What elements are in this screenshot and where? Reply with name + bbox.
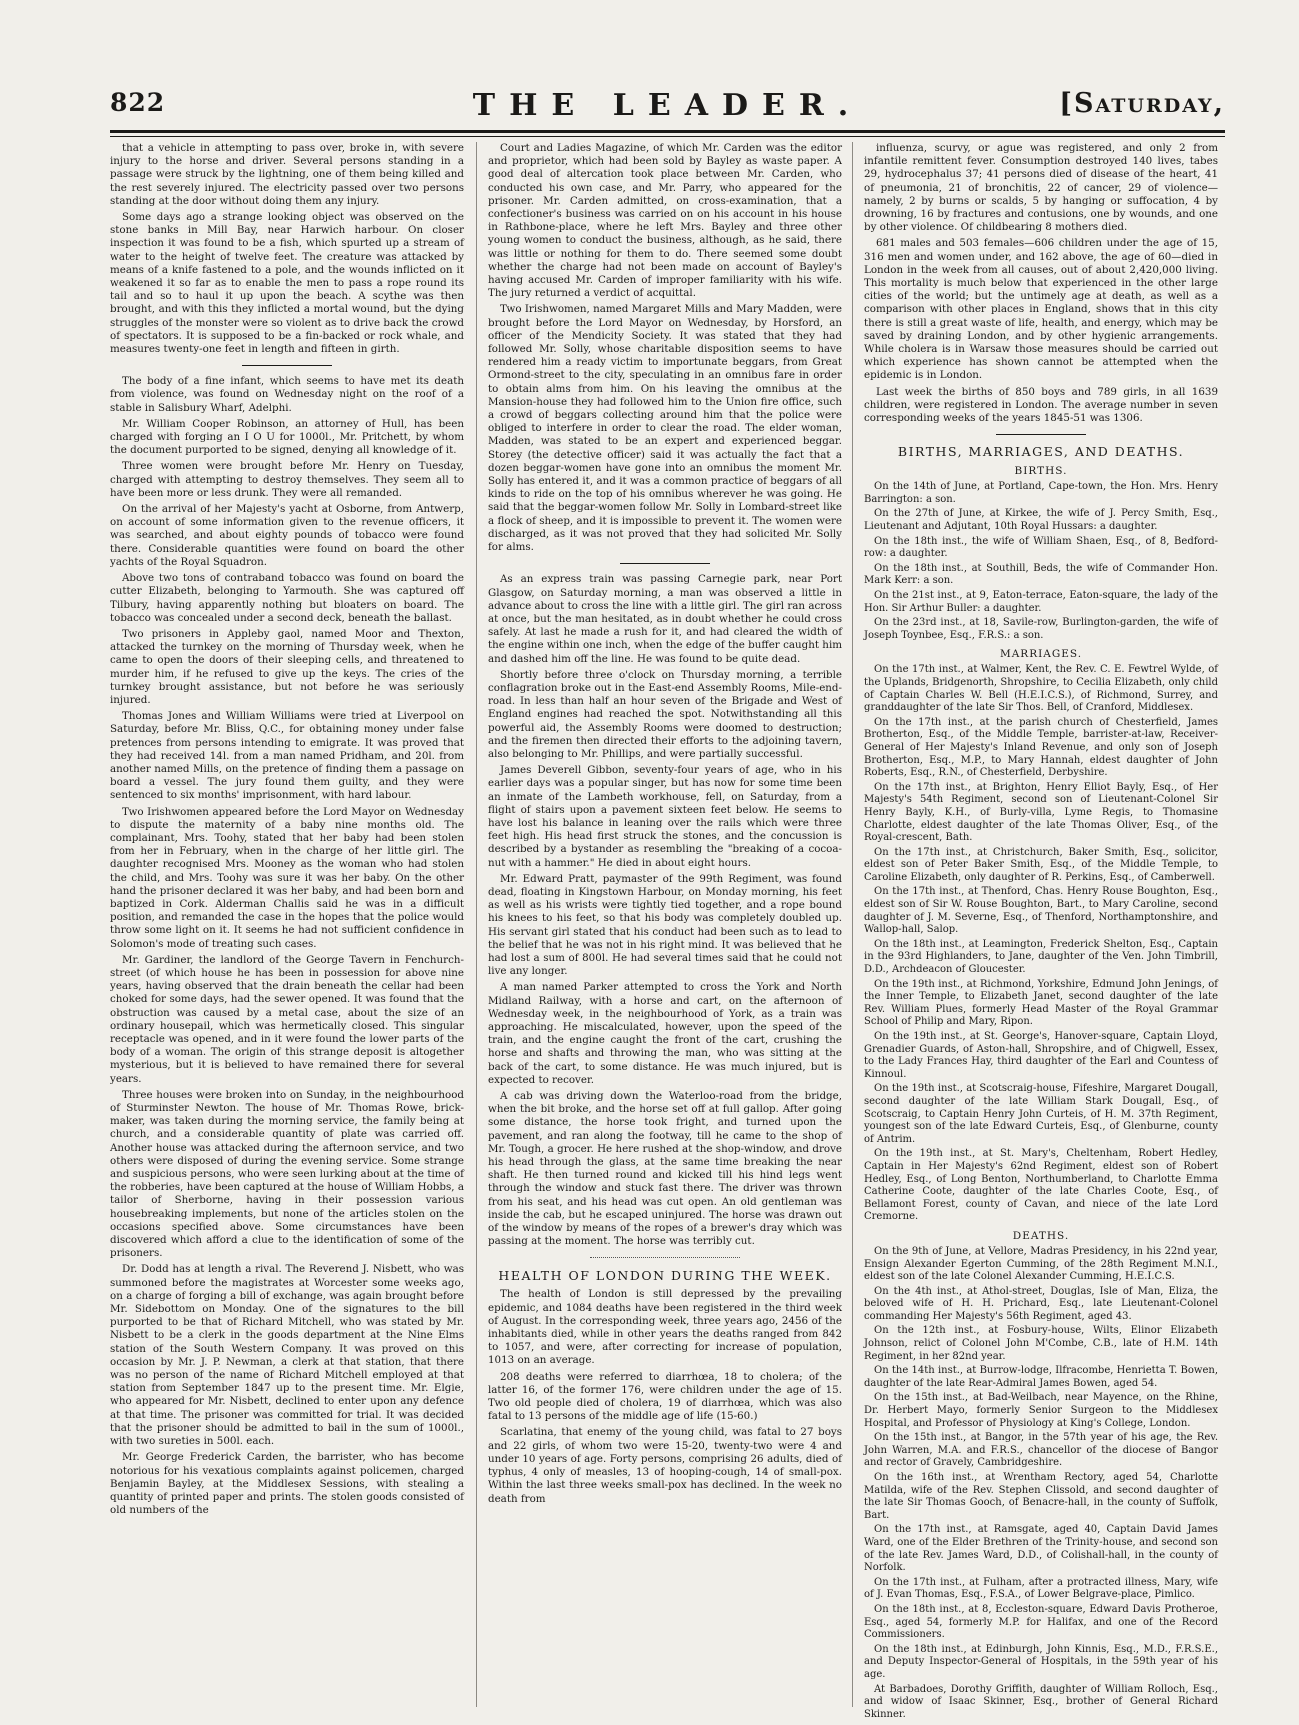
birth-notice: On the 27th of June, at Kirkee, the wife of J. Percy Smith, Esq., Lieutenant and Adjutant, 10th Royal Hussars: a daughter. (864, 508, 1218, 533)
death-notice: On the 18th inst., at Edinburgh, John Kinnis, Esq., M.D., F.R.S.E., and Deputy Inspector-General of Hospitals, in the 59th year of his age. (864, 1643, 1218, 1680)
article-paragraph: Shortly before three o'clock on Thursday morning, a terrible conflagration broke out in the East-end Assembly Rooms, Mile-end-road. In less than half an hour seven of the Brigade and West of England engines had reached the spot. Notwithstanding all this powerful aid, the Assembly Rooms were doomed to destruction; and the firemen then directed their efforts to the adjoining tavern, also belonging to Mr. Phillips, and were partially successful. (488, 668, 842, 760)
article-paragraph: The body of a fine infant, which seems to have met its death from violence, was found on Wednesday night on the roof of a stable in Salisbury Wharf, Adelphi. (110, 375, 464, 414)
article-paragraph: A cab was driving down the Waterloo-road from the bridge, when the bit broke, and the horse set off at full gallop. After going some distance, the horse took fright, and turned upon the pavement, and ran along the footway, till he came to the shop of Mr. Tough, a grocer. He here rushed at the shop-window, and drove his head through the glass, at the same time breaking the near shaft. He then turned round and kicked till his hind legs went through the window and stuck fast there. The driver was thrown from his seat, and his head was cut open. An old gentleman was inside the cab, but he escaped uninjured. The horse was drawn out of the window by means of the ropes of a brewer's dray which was passing at the moment. The horse was terribly cut. (488, 1090, 842, 1248)
article-paragraph: influenza, scurvy, or ague was registered, and only 2 from infantile remittent fever. Consumption destroyed 140 lives, tabes 29, hydrocephalus 37; 41 persons died of disease of the heart, 41 of pneumonia, 21 of bronchitis, 22 of cancer, 29 of violence—namely, 2 by burns or scalds, 5 by hanging or suffocation, 4 by drowning, 16 by fractures and contusions, one by wounds, and one by other violence. Of childbearing 8 mothers died. (864, 142, 1218, 234)
issue-day: [Saturday, (1059, 88, 1225, 119)
article-paragraph: Three women were brought before Mr. Henry on Tuesday, charged with attempting to destroy themselves. They seem all to have been more or less drunk. They were all remanded. (110, 460, 464, 499)
death-notice: At Barbadoes, Dorothy Griffith, daughter of William Rolloch, Esq., and widow of Isaac Skinner, Esq., brother of General Richard Skinner. (864, 1683, 1218, 1720)
marriage-notice: On the 19th inst., at Scotscraig-house, Fifeshire, Margaret Dougall, second daughter of the late William Stark Dougall, Esq., of Scotscraig, to Captain Henry John Curteis, of H. M. 37th Regiment, youngest son of the late Edward Curteis, Esq., of Glenburne, county of Antrim. (864, 1083, 1218, 1145)
death-notice: On the 9th of June, at Vellore, Madras Presidency, in his 22nd year, Ensign Alexander Egerton Cumming, of the 28th Regiment M.N.I., eldest son of the late Colonel Alexander Cumming, H.E.I.C.S. (864, 1245, 1218, 1283)
death-notice: On the 15th inst., at Bangor, in the 57th year of his age, the Rev. John Warren, M.A. and F.R.S., chancellor of the diocese of Bangor and rector of Gravely, Cambridgeshire. (864, 1432, 1218, 1469)
section-separator (590, 1257, 740, 1259)
marriage-notice: On the 19th inst., at St. George's, Hanover-square, Captain Lloyd, Grenadier Guards, of Aston-hall, Shropshire, and of Chigwell, Essex, to the Lady Frances Hay, third daughter of the Earl and Countess of Kinnoul. (864, 1031, 1218, 1080)
death-notice: On the 4th inst., at Athol-street, Douglas, Isle of Man, Eliza, the beloved wife of H. H. Prichard, Esq., late Lieutenant-Colonel commanding Her Majesty's 56th Regiment, aged 43. (864, 1285, 1218, 1322)
death-notice: On the 16th inst., at Wrentham Rectory, aged 54, Charlotte Matilda, wife of the Rev. Stephen Clissold, and second daughter of the late Sir Thomas Gooch, of Benacre-hall, in the county of Suffolk, Bart. (864, 1472, 1218, 1521)
marriage-notice: On the 19th inst., at Richmond, Yorkshire, Edmund John Jenings, of the Inner Temple, to Elizabeth Janet, second daughter of the late Rev. William Plues, formerly Head Master of the Royal Grammar School of Philip and Mary, Ripon. (864, 978, 1218, 1028)
birth-notice: On the 18th inst., the wife of William Shaen, Esq., of 8, Bedford-row: a daughter. (864, 535, 1218, 560)
death-notice: On the 15th inst., at Bad-Weilbach, near Mayence, on the Rhine, Dr. Herbert Mayo, formerly Senior Surgeon to the Middlesex Hospital, and Professor of Physiology at King's College, London. (864, 1392, 1218, 1429)
marriage-notice: On the 19th inst., at St. Mary's, Cheltenham, Robert Hedley, Captain in Her Majesty's 62nd Regiment, eldest son of Robert Hedley, Esq., of Long Benton, Northumberland, to Charlotte Emma Catherine Coote, daughter of the late Charles Coote, Esq., of Bellamont Forest, county of Cavan, and niece of the late Lord Cremorne. (864, 1148, 1218, 1223)
article-paragraph: Mr. Edward Pratt, paymaster of the 99th Regiment, was found dead, floating in Kingstown Harbour, on Monday morning, his feet as well as his wrists were tightly tied together, and a rope bound his knees to his feet, so that his body was completely doubled up. His servant girl stated that his conduct had been such as to lead to the belief that he was not in his right mind. It was believed that he had lost a sum of 800l. He had several times said that he could not live any longer. (488, 872, 842, 978)
death-notice: On the 17th inst., at Fulham, after a protracted illness, Mary, wife of J. Evan Thomas, Esq., F.S.A., of Lower Belgrave-place, Pimlico. (864, 1576, 1218, 1601)
article-paragraph: James Deverell Gibbon, seventy-four years of age, who in his earlier days was a popular singer, but has now for some time been an inmate of the Lambeth workhouse, fell, on Saturday, from a flight of stairs upon a pavement sixteen feet below. He seems to have lost his balance in leaning over the rails which were three feet high. His head first struck the stones, and the concussion is described by a bystander as resembling the "breaking of a cocoa-nut with a hammer." He died in about eight hours. (488, 764, 842, 869)
column-2 (488, 142, 842, 1712)
marriage-notice: On the 17th inst., at Walmer, Kent, the Rev. C. E. Fewtrel Wylde, of the Uplands, Bridgenorth, Shropshire, to Cecilia Elizabeth, only child of Captain Charles W. Bell (H.E.I.C.S.), of Richmond, Surrey, and granddaughter of the late Sir Thos. Bell, of Cranford, Middlesex. (864, 664, 1218, 714)
article-paragraph: Mr. Gardiner, the landlord of the George Tavern in Fenchurch-street (of which house he has been in possession for above nine years, having observed that the drain beneath the cellar had been choked for some days, had the sewer opened. It was found that the obstruction was caused by a metal case, about the size of an ordinary housepail, which was hermetically closed. This singular receptacle was opened, and in it were found the lower parts of the body of a woman. The origin of this strange deposit is altogether mysterious, but it is believed to have remained there for several years. (110, 953, 464, 1085)
section-heading-bmd: BIRTHS, MARRIAGES, AND DEATHS. (897, 444, 1185, 460)
article-paragraph: As an express train was passing Carnegie park, near Port Glasgow, on Saturday morning, a man was observed a little in advance about to cross the line with a little girl. The girl ran across at once, but the man hesitated, as in doubt whether he could cross safely. At last he made a rush for it, and had cleared the width of the engine within one inch, when the edge of the buffer caught him and dashed him off the line. He was found to be quite dead. (488, 573, 842, 665)
article-paragraph: Court and Ladies Magazine, of which Mr. Carden was the editor and proprietor, which had been sold by Bayley as waste paper. A good deal of altercation took place between Mr. Carden, who conducted his own case, and Mr. Parry, who appeared for the prisoner. Mr. Carden admitted, on cross-examination, that a confectioner's business was carried on on his account in his house in Rathbone-place, where he left Mrs. Bayley and three other young women to conduct the business, although, as he said, there was little or nothing for them to do. There seemed some doubt whether the charge had not been made on account of Bayley's having accused Mr. Carden of improper familiarity with his wife. The jury returned a verdict of acquittal. (488, 142, 842, 300)
masthead-rule-light (110, 136, 1225, 137)
article-paragraph: A man named Parker attempted to cross the York and North Midland Railway, with a horse and cart, on the afternoon of Wednesday week, in the neighbourhood of York, as a train was approaching. He miscalculated, however, upon the speed of the train, and the engine caught the front of the cart, crushing the horse and shafts and throwing the man, who was sitting at the back of the cart, to some distance. He was much injured, but is expected to recover. (488, 981, 842, 1086)
article-paragraph: Two prisoners in Appleby gaol, named Moor and Thexton, attacked the turnkey on the morning of Thursday week, when he came to open the doors of their sleeping cells, and threatened to murder him, if he refused to give up the keys. The cries of the turnkey brought assistance, but not before he was seriously injured. (110, 627, 464, 706)
article-paragraph: Scarlatina, that enemy of the young child, was fatal to 27 boys and 22 girls, of whom two were 15-20, twenty-two were 4 and under 10 years of age. Forty persons, comprising 26 adults, died of typhus, 4 only of measles, 13 of hooping-cough, 14 of small-pox. Within the last three weeks small-pox has declined. In the week no death from (488, 1426, 842, 1505)
article-paragraph: Two Irishwomen, named Margaret Mills and Mary Madden, were brought before the Lord Mayor on Wednesday, by Horsford, an officer of the Mendicity Society. It was stated that they had followed Mr. Solly, whose charitable disposition seems to have rendered him a ready victim to importunate beggars, from Great Ormond-street to the city, speculating in an omnibus fare in order to obtain alms from him. On his leaving the omnibus at the Mansion-house they had followed him to the Union fire office, such a crowd of beggars collecting around him that the police were obliged to interfere in order to clear the road. The elder woman, Madden, was stated to be an expert and experienced beggar. Storey (the detective officer) said it was actually the fact that a dozen beggar-women have gone into an omnibus the moment Mr. Solly has entered it, and it was a common practice of beggars of all kinds to ride on the top of his omnibus wherever he was going. He said that the beggar-women follow Mr. Solly in Lombard-street like a flock of sheep, and it is impossible to prevent it. The women were discharged, as it was not proved that they had solicited Mr. Solly for alms. (488, 303, 842, 554)
section-separator (242, 365, 332, 366)
article-paragraph: Some days ago a strange looking object was observed on the stone banks in Mill Bay, near Harwich harbour. On closer inspection it was found to be a fish, which spurted up a stream of water to the height of twelve feet. The creature was attacked by means of a knife fastened to a pole, and the wounds inflicted on it weakened it so far as to enable the men to pass a rope round its tail and so to haul it up upon the beach. A scythe was then brought, and with this they inflicted a mortal wound, but the dying struggles of the monster were so violent as to drive back the crowd of spectators. It is supposed to be a fin-backed or rock whale, and measures twenty-one feet in length and fifteen in girth. (110, 211, 464, 356)
article-paragraph: 681 males and 503 females—606 children under the age of 15, 316 men and women under, and 162 above, the age of 60—died in London in the week from all causes, out of about 2,420,000 living. This mortality is much below that experienced in the other large cities of the world; but the untimely age at death, as well as a comparison with other places in England, shows that in this city there is still a great waste of life, health, and energy, which may be saved by draining London, and by other hygienic arrangements. While cholera is in Warsaw those measures should be carried out which experience has shown cannot be attempted when the epidemic is in London. (864, 237, 1218, 382)
column-divider (476, 142, 477, 1707)
column-1 (110, 142, 464, 1712)
marriage-notice: On the 17th inst., at the parish church of Chesterfield, James Brotherton, Esq., of the Middle Temple, barrister-at-law, Receiver-General of Her Majesty's Inland Revenue, and only son of Joseph Brotherton, Esq., M.P., to Mary Hannah, eldest daughter of John Roberts, Esq., R.N., of Chesterfield, Derbyshire. (864, 716, 1218, 779)
article-paragraph: Mr. George Frederick Carden, the barrister, who has become notorious for his vexatious complaints against policemen, charged Benjamin Bayley, at the Middlesex Sessions, with stealing a quantity of printed paper and prints. The stolen goods consisted of old numbers of the (110, 1451, 464, 1517)
article-paragraph: Mr. William Cooper Robinson, an attorney of Hull, has been charged with forging an I O U for 1000l., Mr. Pritchett, by whom the document purported to be signed, denying all knowledge of it. (110, 417, 464, 457)
birth-notice: On the 14th of June, at Portland, Cape-town, the Hon. Mrs. Henry Barrington: a son. (864, 481, 1218, 505)
section-separator (996, 434, 1086, 435)
birth-notice: On the 21st inst., at 9, Eaton-terrace, Eaton-square, the lady of the Hon. Sir Arthur Buller: a daughter. (864, 590, 1218, 614)
death-notice: On the 12th inst., at Fosbury-house, Wilts, Elinor Elizabeth Johnson, relict of Colonel John M'Combe, C.B., late of H.M. 14th Regiment, in her 82nd year. (864, 1325, 1218, 1362)
column-divider (852, 142, 853, 1707)
article-paragraph: Above two tons of contraband tobacco was found on board the cutter Elizabeth, belonging to Yarmouth. She was captured off Tilbury, having apparently nothing but bloaters on board. The tobacco was concealed under a second deck, beneath the ballast. (110, 572, 464, 624)
article-paragraph: Dr. Dodd has at length a rival. The Reverend J. Nisbett, who was summoned before the magistrates at Worcester some weeks ago, on a charge of forging a bill of exchange, was again brought before Mr. Sidebottom on Monday. One of the signatures to the bill purported to be that of Richard Mitchell, who was stated by Mr. Nisbett to be a clerk in the goods department at the Nine Elms station of the South Western Company. It was proved on this occasion by Mr. J. P. Newman, a clerk at that station, that there was no person of the name of Richard Mitchell employed at that station from September 1847 up to the present time. Mr. Elgie, who appeared for Mr. Nisbett, declined to enter upon any defence at that time. The prisoner was committed for trial. It was decided that the prisoner should be admitted to bail in the sum of 1000l., with two sureties in 500l. each. (110, 1263, 464, 1448)
article-paragraph: Three houses were broken into on Sunday, in the neighbourhood of Sturminster Newton. The house of Mr. Thomas Rowe, brick-maker, was taken during the morning service, the family being at church, and a considerable quantity of plate was carried off. Another house was attacked during the afternoon service, and two others were disposed of during the evening service. Some strange and suspicious persons, who were seen lurking about at the time of the robberies, have been captured at the house of William Hobbs, a tailor of Sherborne, having in their possession various housebreaking implements, but none of the articles stolen on the occasions specified above. Some circumstances have been discovered which afford a clue to the identification of some of the prisoners. (110, 1088, 464, 1260)
marriage-notice: On the 17th inst., at Christchurch, Baker Smith, Esq., solicitor, eldest son of Peter Baker Smith, Esq., of the Middle Temple, to Caroline Elizabeth, only daughter of R. Perkins, Esq., of Camberwell. (864, 846, 1218, 883)
marriage-notice: On the 18th inst., at Leamington, Frederick Shelton, Esq., Captain in the 93rd Highlanders, to Jane, daughter of the Ven. John Timbrill, D.D., Archdeacon of Gloucester. (864, 938, 1218, 976)
column-3 (864, 142, 1218, 1720)
section-heading-health: HEALTH OF LONDON DURING THE WEEK. (498, 1268, 832, 1284)
death-notice: On the 14th inst., at Burrow-lodge, Ilfracombe, Henrietta T. Bowen, daughter of the late Rear-Admiral James Bowen, aged 54. (864, 1365, 1218, 1389)
section-separator (620, 563, 710, 564)
article-paragraph: On the arrival of her Majesty's yacht at Osborne, from Antwerp, on account of some information given to the revenue officers, it was searched, and about eighty pounds of tobacco were found there. Considerable quantities were found on board the other yachts of the Royal Squadron. (110, 503, 464, 568)
newspaper-title: THE LEADER. (472, 88, 863, 123)
birth-notice: On the 18th inst., at Southill, Beds, the wife of Commander Hon. Mark Kerr: a son. (864, 562, 1218, 587)
page-number: 822 (110, 88, 166, 117)
death-notice: On the 17th inst., at Ramsgate, aged 40, Captain David James Ward, one of the Elder Brethren of the Trinity-house, and second son of the late Rev. James Ward, D.D., of Colishall-hall, in the county of Norfolk. (864, 1524, 1218, 1574)
subheading-deaths: DEATHS. (1012, 1229, 1070, 1242)
birth-notice: On the 23rd inst., at 18, Savile-row, Burlington-garden, the wife of Joseph Toynbee, Esq., F.R.S.: a son. (864, 617, 1218, 641)
article-paragraph: Last week the births of 850 boys and 789 girls, in all 1639 children, were registered in London. The average number in seven corresponding weeks of the years 1845-51 was 1306. (864, 385, 1218, 425)
article-paragraph: Two Irishwomen appeared before the Lord Mayor on Wednesday to dispute the maternity of a baby nine months old. The complainant, Mrs. Toohy, stated that her baby had been stolen from her in February, when in the charge of her little girl. The daughter recognised Mrs. Mooney as the woman who had stolen the child, and Mrs. Toohy was sure it was her baby. On the other hand the prisoner declared it was her baby, and had been born and baptized in Cork. Alderman Challis said he was in a difficult position, and remanded the case in the hopes that the police would throw some light on it. It seems he had not sufficient confidence in Solomon's mode of treating such cases. (110, 805, 464, 950)
marriage-notice: On the 17th inst., at Thenford, Chas. Henry Rouse Boughton, Esq., eldest son of Sir W. Rouse Boughton, Bart., to Mary Caroline, second daughter of J. M. Severne, Esq., of Thenford, Northamptonshire, and Wallop-hall, Salop. (864, 886, 1218, 936)
masthead (110, 88, 1225, 132)
masthead-rule-heavy (110, 130, 1225, 133)
article-paragraph: Thomas Jones and William Williams were tried at Liverpool on Saturday, before Mr. Bliss, Q.C., for obtaining money under false pretences from persons intending to emigrate. It was proved that they had received 14l. from a man named Pridham, and 20l. from another named Mills, on the pretence of finding them a passage on board a vessel. The jury found them guilty, and they were sentenced to six months' imprisonment, with hard labour. (110, 710, 464, 802)
article-paragraph: that a vehicle in attempting to pass over, broke in, with severe injury to the horse and driver. Several persons standing in a passage were struck by the lightning, one of them being killed and the rest severely injured. The electricity passed over two persons standing at the door without doing them any injury. (110, 142, 464, 207)
subheading-marriages: MARRIAGES. (999, 648, 1083, 661)
subheading-births: BIRTHS. (1014, 465, 1068, 478)
article-paragraph: The health of London is still depressed by the prevailing epidemic, and 1084 deaths have been registered in the third week of August. In the corresponding week, three years ago, 2456 of the inhabitants died, while in other years the deaths ranged from 842 to 1057, and were, after correcting for increase of population, 1013 on an average. (488, 1288, 842, 1367)
death-notice: On the 18th inst., at 8, Eccleston-square, Edward Davis Protheroe, Esq., aged 54, formerly M.P. for Halifax, and one of the Record Commissioners. (864, 1603, 1218, 1641)
article-paragraph: 208 deaths were referred to diarrhœa, 18 to cholera; of the latter 16, of the former 176, were children under the age of 15. Two old people died of cholera, 19 of diarrhœa, which was also fatal to 13 persons of the middle age of life (15-60.) (488, 1370, 842, 1423)
marriage-notice: On the 17th inst., at Brighton, Henry Elliot Bayly, Esq., of Her Majesty's 54th Regiment, second son of Lieutenant-Colonel Sir Henry Bayly, K.H., of Burly-villa, Lyme Regis, to Thomasine Charlotte, eldest daughter of the late Thomas Oliver, Esq., of the Royal-crescent, Bath. (864, 781, 1218, 844)
